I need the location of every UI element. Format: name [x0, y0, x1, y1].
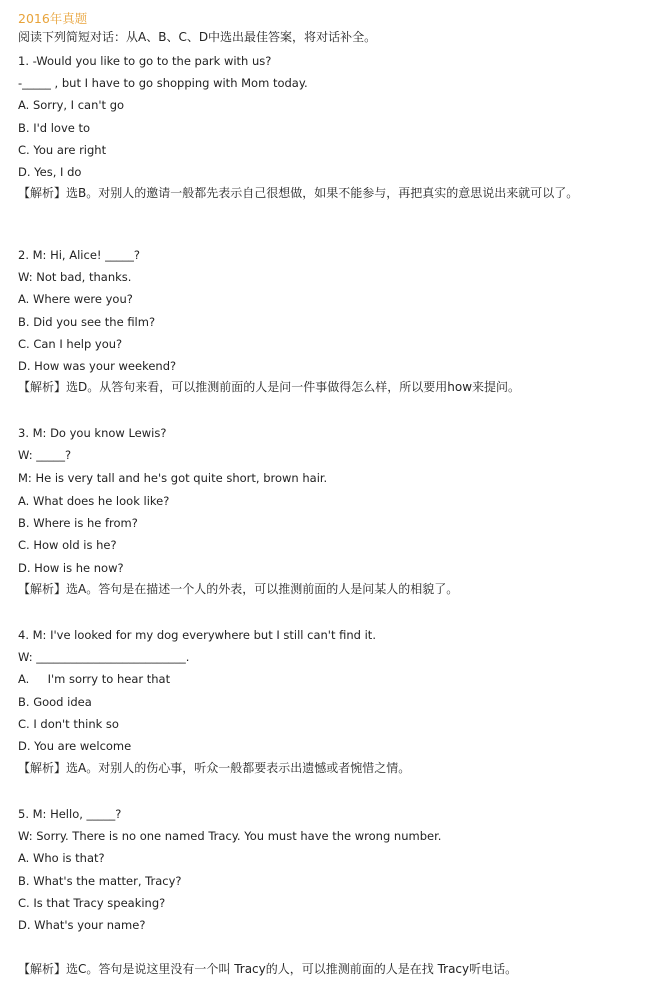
question-5-reply: W: Sorry. There is no one named Tracy. You must have the wrong number.	[18, 829, 442, 843]
question-4-option-a: A. I'm sorry to hear that	[18, 672, 171, 686]
question-2-option-b: B. Did you see the film?	[18, 315, 156, 329]
question-2-option-c: C. Can I help you?	[18, 337, 123, 351]
question-3-option-d: D. How is he now?	[18, 561, 124, 575]
question-3-analysis: 【解析】选A。答句是在描述一个人的外表，可以推测前面的人是问某人的相貌了。	[18, 582, 459, 596]
question-1-reply: -_____ , but I have to go shopping with Mom today.	[18, 76, 308, 90]
question-3-prompt: 3. M: Do you know Lewis?	[18, 426, 167, 440]
question-4-option-c: C. I don't think so	[18, 717, 119, 731]
question-2-option-a: A. Where were you?	[18, 292, 133, 306]
question-5-analysis: 【解析】选C。答句是说这里没有一个叫 Tracy的人，可以推测前面的人是在找 Tracy听电话。	[18, 962, 518, 976]
question-1-prompt: 1. -Would you like to go to the park with us?	[18, 54, 272, 68]
question-3-reply-2: M: He is very tall and he's got quite short, brown hair.	[18, 471, 328, 485]
question-4-option-b: B. Good idea	[18, 695, 92, 709]
question-5-option-d: D. What's your name?	[18, 918, 146, 932]
instruction-text: 阅读下列简短对话：从A、B、C、D中选出最佳答案，将对话补全。	[18, 30, 377, 44]
question-1-option-b: B. I'd love to	[18, 121, 91, 135]
question-5-option-a: A. Who is that?	[18, 851, 105, 865]
question-4-reply: W: __________________________.	[18, 650, 190, 664]
question-3-option-b: B. Where is he from?	[18, 516, 138, 530]
question-1-analysis: 【解析】选B。对别人的邀请一般都先表示自己很想做，如果不能参与，再把真实的意思说出来就可以了。	[18, 186, 579, 200]
question-4-option-d: D. You are welcome	[18, 739, 132, 753]
question-3-option-a: A. What does he look like?	[18, 494, 170, 508]
question-1-option-c: C. You are right	[18, 143, 107, 157]
question-1-option-a: A. Sorry, I can't go	[18, 98, 125, 112]
question-2-option-d: D. How was your weekend?	[18, 359, 177, 373]
page-title: 2016年真题	[18, 11, 88, 26]
question-1-option-d: D. Yes, I do	[18, 165, 82, 179]
question-2-prompt: 2. M: Hi, Alice! _____?	[18, 248, 141, 262]
question-2-reply: W: Not bad, thanks.	[18, 270, 132, 284]
question-4-prompt: 4. M: I've looked for my dog everywhere but I still can't find it.	[18, 628, 376, 642]
question-5-option-b: B. What's the matter, Tracy?	[18, 874, 182, 888]
question-5-option-c: C. Is that Tracy speaking?	[18, 896, 166, 910]
question-5-prompt: 5. M: Hello, _____?	[18, 807, 122, 821]
question-4-analysis: 【解析】选A。对别人的伤心事，听众一般都要表示出遗憾或者惋惜之情。	[18, 761, 411, 775]
question-3-option-c: C. How old is he?	[18, 538, 117, 552]
question-2-analysis: 【解析】选D。从答句来看，可以推测前面的人是问一件事做得怎么样，所以要用how来提问。	[18, 380, 521, 394]
question-3-reply: W: _____?	[18, 448, 72, 462]
